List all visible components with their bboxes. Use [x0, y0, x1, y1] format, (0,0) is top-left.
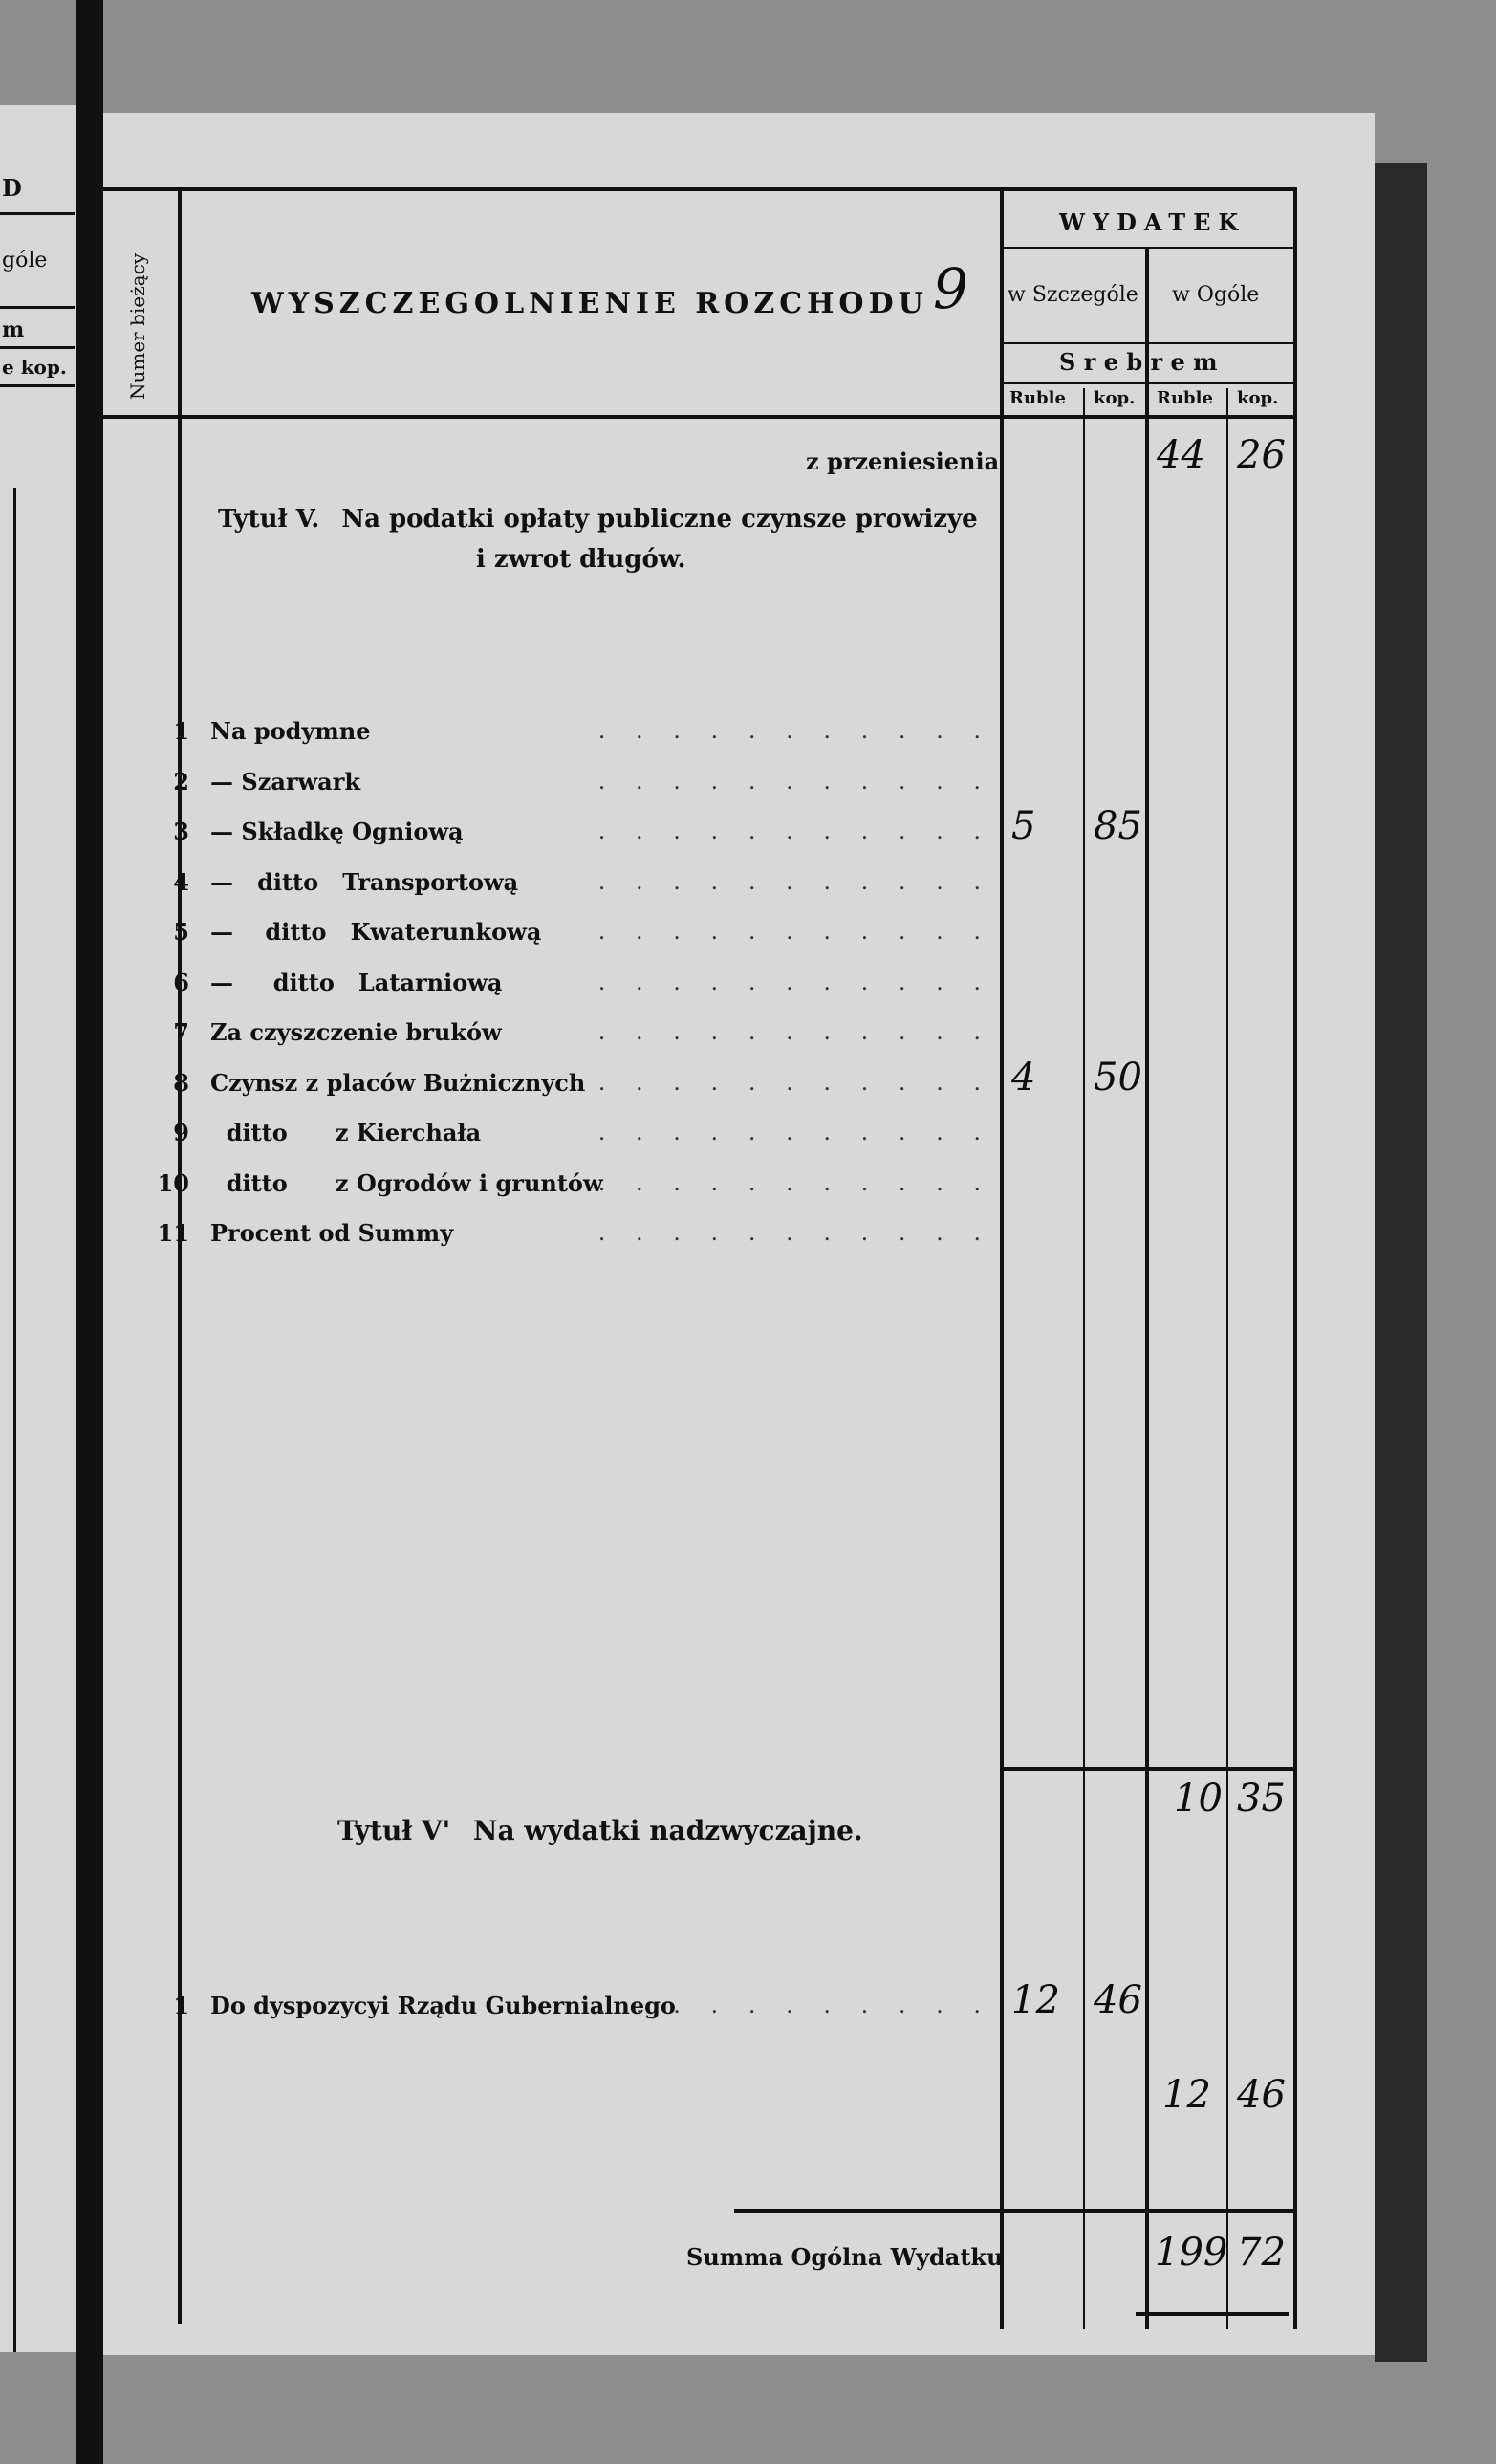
row-label: — Składkę Ogniową	[210, 818, 464, 845]
section-6-number: Tytuł V'	[337, 1815, 451, 1846]
section-5-subtotal-kop: 35	[1237, 1777, 1286, 1821]
column-number-label: Numer bieżący	[126, 252, 149, 400]
section-5-number: Tytuł V.	[218, 505, 320, 534]
section-6-heading: Na wydatki nadzwyczajne.	[472, 1815, 863, 1846]
section-6-subtotal-rubles: 12	[1162, 2073, 1211, 2117]
leader-dots: . . . . . . . . . . .	[597, 1018, 992, 1045]
row-number: 8	[173, 1068, 189, 1097]
carryover-rubles: 44	[1157, 433, 1205, 477]
page-number: 9	[933, 256, 968, 321]
carryover-kop: 26	[1237, 433, 1286, 477]
subheader-rule	[1002, 342, 1293, 344]
prev-page-fragment: D	[2, 174, 22, 202]
section-5-subtotal-rule	[1002, 1767, 1293, 1771]
wydatek-rule	[1002, 247, 1293, 249]
row-label: Do dyspozycyi Rządu Gubernialnego	[210, 1992, 676, 2019]
row-rubles-value: 12	[1011, 1978, 1060, 2022]
header-top-rule	[103, 187, 1293, 191]
grand-total-rubles: 199	[1155, 2231, 1228, 2275]
prev-page-rule	[0, 212, 75, 215]
row-label: Za czyszczenie bruków	[210, 1018, 502, 1046]
total-column-header: w Ogóle	[1172, 283, 1260, 307]
leader-dots: . . . . . . . . . . .	[597, 717, 992, 744]
table-row	[103, 1018, 1011, 1062]
carryover-label: z przeniesienia	[806, 447, 1000, 475]
prev-page-rule	[0, 346, 75, 349]
table-row	[103, 1169, 1011, 1213]
row-kop-value: 46	[1094, 1978, 1142, 2022]
table-row	[103, 969, 1011, 1013]
total-kop-rule	[1226, 388, 1228, 2329]
row-label: ditto z Kierchała	[210, 1119, 482, 1146]
prev-page-rule	[0, 384, 75, 387]
row-number: 2	[173, 767, 189, 796]
row-label: Procent od Summy	[210, 1219, 454, 1247]
grand-total-kop: 72	[1237, 2231, 1286, 2275]
kop-subheader: kop.	[1094, 388, 1136, 408]
leader-dots: . . . . . . . . . . .	[597, 1168, 992, 1196]
leader-dots: . . . . . . . . . . .	[597, 767, 992, 795]
row-kop-value: 50	[1094, 1055, 1142, 1100]
section-5-subtotal-rubles: 10	[1174, 1777, 1223, 1821]
detail-kop-rule	[1083, 388, 1085, 2329]
leader-dots: . . . . . . . . . . .	[597, 918, 992, 945]
leader-dots: . . . . . . . . . . .	[597, 818, 992, 844]
rubles-subheader: Ruble	[1157, 388, 1213, 408]
row-label: — Szarwark	[210, 767, 360, 796]
leader-dots: . . . . . . . . . . .	[597, 1068, 992, 1096]
row-kop-value: 85	[1094, 804, 1142, 848]
row-number: 6	[173, 968, 189, 996]
row-number: 3	[173, 818, 189, 845]
row-number: 11	[157, 1219, 189, 1247]
grand-total-label: Summa Ogólna Wydatku	[686, 2243, 1004, 2271]
detail-total-divider	[1145, 247, 1149, 2329]
leader-dots: . . . . . . . . . . .	[597, 968, 992, 995]
section-6-subtotal-kop: 46	[1237, 2073, 1286, 2117]
row-label: Na podymne	[210, 717, 371, 745]
grand-total-rule	[734, 2209, 1293, 2213]
table-row	[103, 1069, 1011, 1113]
row-rubles-value: 5	[1011, 804, 1036, 848]
table-row	[103, 1219, 1011, 1263]
kop-subheader: kop.	[1237, 388, 1279, 408]
table-row	[103, 868, 1011, 912]
amount-column-right-rule	[1293, 187, 1297, 2329]
row-number: 1	[173, 1992, 189, 2019]
prev-page-fragment: m	[2, 317, 25, 342]
prev-page-column-rule	[13, 488, 16, 2352]
header-bottom-rule	[103, 415, 1293, 419]
detail-column-header: w Szczególe	[1008, 283, 1138, 307]
table-row	[103, 768, 1011, 812]
prev-page-fragment: góle	[2, 249, 48, 273]
currency-header: S r e b r e m	[1059, 348, 1218, 376]
section-6-title	[337, 1815, 863, 1846]
leader-dots: . . . . . . . . . . .	[597, 1119, 992, 1145]
section-5-title	[218, 505, 978, 534]
prev-page-fragment: e kop.	[2, 356, 67, 379]
page-title: WYSZCZEGOLNIENIE ROZCHODU	[251, 287, 928, 320]
expense-group-header: WYDATEK	[1059, 208, 1247, 236]
book-spine	[76, 0, 103, 2464]
table-row	[103, 1119, 1011, 1163]
row-label: — ditto Transportową	[210, 867, 519, 896]
table-row	[103, 1992, 1011, 2036]
row-label: Czynsz z placów Bużnicznych	[210, 1068, 586, 1097]
row-number: 7	[173, 1018, 189, 1046]
page-edge-shadow	[1375, 163, 1427, 2362]
row-label: — ditto Latarniową	[210, 968, 503, 996]
ledger-page	[103, 113, 1375, 2355]
currency-rule	[1002, 382, 1293, 384]
row-rubles-value: 4	[1011, 1055, 1036, 1100]
leader-dots: . . . . . . . . . . .	[597, 1992, 992, 2018]
previous-page-edge	[0, 105, 79, 2352]
leader-dots: . . . . . . . . . . .	[597, 1219, 992, 1246]
row-label: ditto z Ogrodów i gruntów	[210, 1168, 603, 1197]
row-label: — ditto Kwaterunkową	[210, 918, 542, 946]
table-row	[103, 918, 1011, 962]
prev-page-rule	[0, 306, 75, 309]
grand-total-underline	[1136, 2312, 1289, 2316]
row-number: 4	[173, 867, 189, 896]
section-5-heading: Na podatki opłaty publiczne czynsze prowizye	[341, 505, 978, 534]
rubles-subheader: Ruble	[1009, 388, 1066, 408]
leader-dots: . . . . . . . . . . .	[597, 867, 992, 895]
row-number: 9	[173, 1119, 189, 1146]
row-number: 10	[157, 1168, 189, 1197]
section-5-heading-line2: i zwrot długów.	[476, 545, 686, 574]
table-row	[103, 818, 1011, 861]
table-row	[103, 717, 1011, 761]
row-number: 1	[173, 717, 189, 745]
row-number: 5	[173, 918, 189, 946]
